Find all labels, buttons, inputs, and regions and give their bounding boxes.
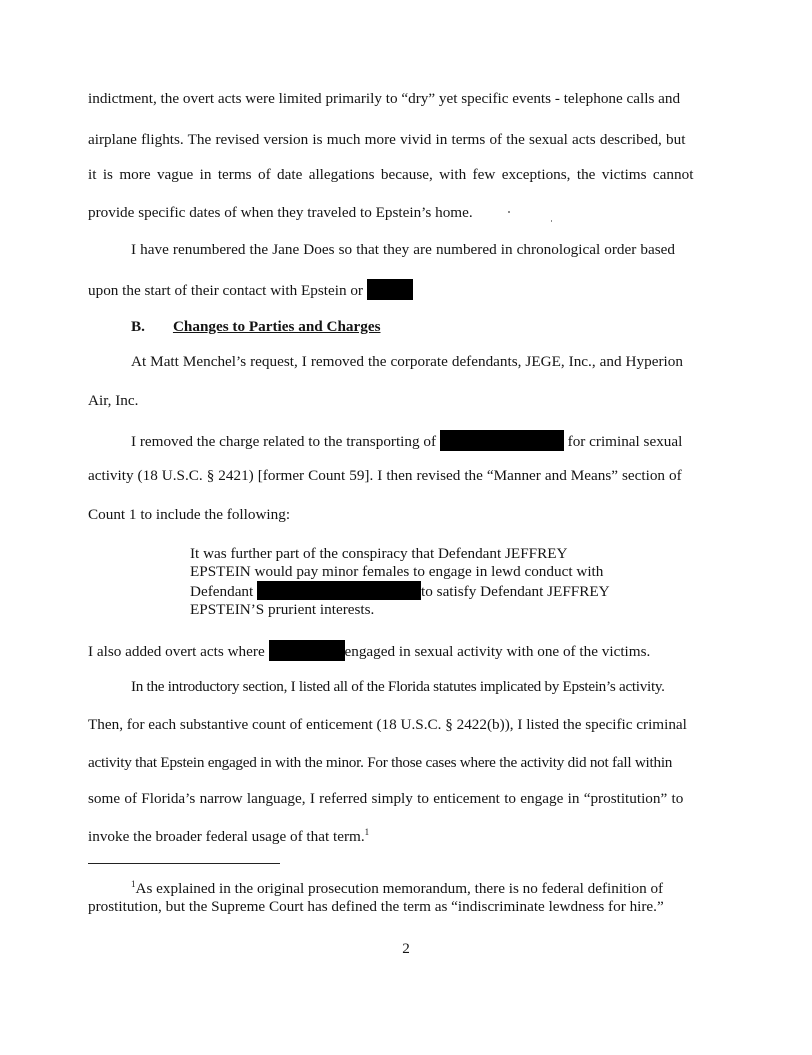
block-quote-line-2 <box>190 563 614 581</box>
text-span: Then, for each substantive count of enticement (18 U.S.C. § 2422(b)), I listed the specific criminal <box>88 716 687 733</box>
footnote-line-1 <box>131 880 663 898</box>
text-span: it is more vague in terms of date allegations because, with few exceptions, the victims cannot <box>88 166 694 183</box>
paragraph-1-line-4 <box>88 204 473 222</box>
paragraph-4-line-3 <box>88 506 290 524</box>
paragraph-5-line-1 <box>88 640 650 661</box>
text-span: I also added overt acts where <box>88 643 265 660</box>
text-span: to satisfy Defendant JEFFREY <box>421 583 610 600</box>
text-span: airplane flights. The revised version is much more vivid in terms of the sexual acts described, but <box>88 131 686 148</box>
block-quote-line-3 <box>190 581 614 601</box>
text-span: Air, Inc. <box>88 392 139 409</box>
footnote-reference[interactable]: 1 <box>364 827 370 837</box>
paragraph-6-line-3 <box>88 754 672 772</box>
paragraph-6-line-4 <box>88 790 683 808</box>
text-span: Defendant <box>190 583 254 600</box>
text-span: I have renumbered the Jane Does so that they are numbered in chronological order based <box>131 241 675 258</box>
text-span: activity that Epstein engaged in with the minor. For those cases where the activity did not fall within <box>88 754 673 771</box>
text-span: As explained in the original prosecution memorandum, there is no federal definition of <box>135 880 664 897</box>
paragraph-6-line-1 <box>131 678 665 696</box>
text-span: some of Florida’s narrow language, I referred simply to enticement to engage in “prostitution” to <box>88 790 684 807</box>
text-span: In the introductory section, I listed all of the Florida statutes implicated by Epstein’s activity. <box>131 678 665 695</box>
block-quote <box>190 545 614 619</box>
text-span: I removed the charge related to the transporting of <box>131 433 437 450</box>
paragraph-2-line-2 <box>88 279 413 300</box>
paragraph-4-line-2 <box>88 467 682 485</box>
block-quote-line-4 <box>190 601 614 619</box>
text-span: activity (18 U.S.C. § 2421) [former Count 59]. I then revised the “Manner and Means” section of <box>88 467 682 484</box>
scan-speck <box>508 211 510 213</box>
paragraph-6-line-2 <box>88 716 687 734</box>
block-quote-line-1 <box>190 545 614 563</box>
paragraph-3-line-1 <box>131 353 683 371</box>
paragraph-2-line-1 <box>131 241 675 259</box>
text-span: provide specific dates of when they traveled to Epstein’s home. <box>88 204 473 221</box>
text-span: Count 1 to include the following: <box>88 506 291 523</box>
footnote-marker: 1 <box>131 879 136 889</box>
text-span: It was further part of the conspiracy that Defendant JEFFREY <box>190 545 568 562</box>
paragraph-1-line-2 <box>88 131 685 149</box>
section-letter: B. <box>131 318 145 335</box>
paragraph-1-line-1 <box>88 90 710 108</box>
paragraph-1-line-3 <box>88 166 693 184</box>
text-span: engaged in sexual activity with one of the victims. <box>344 643 651 660</box>
section-heading-b <box>131 318 381 336</box>
text-span: upon the start of their contact with Epstein or <box>88 282 363 299</box>
redaction-box <box>269 640 345 661</box>
page-number: 2 <box>402 940 410 957</box>
scan-speck <box>551 220 552 222</box>
text-span: At Matt Menchel’s request, I removed the corporate defendants, JEGE, Inc., and Hyperion <box>131 353 683 370</box>
text-span: EPSTEIN’S prurient interests. <box>190 601 375 618</box>
footnote-divider <box>88 863 280 864</box>
section-title: Changes to Parties and Charges <box>172 318 381 335</box>
footnote-line-2 <box>88 898 664 916</box>
text-span: EPSTEIN would pay minor females to engage in lewd conduct with <box>190 563 604 580</box>
text-span: for criminal sexual <box>567 433 683 450</box>
text-span: prostitution, but the Supreme Court has defined the term as “indiscriminate lewdness for hire.” <box>88 898 664 915</box>
redaction-box <box>367 279 413 300</box>
paragraph-6-line-5 <box>88 828 369 846</box>
redaction-box <box>257 581 421 600</box>
paragraph-4-line-1 <box>131 430 682 451</box>
paragraph-3-line-2 <box>88 392 138 410</box>
text-span: indictment, the overt acts were limited primarily to “dry” yet specific events - telephone calls and <box>88 90 681 107</box>
redaction-box <box>440 430 564 451</box>
text-span: invoke the broader federal usage of that term. <box>88 828 365 845</box>
